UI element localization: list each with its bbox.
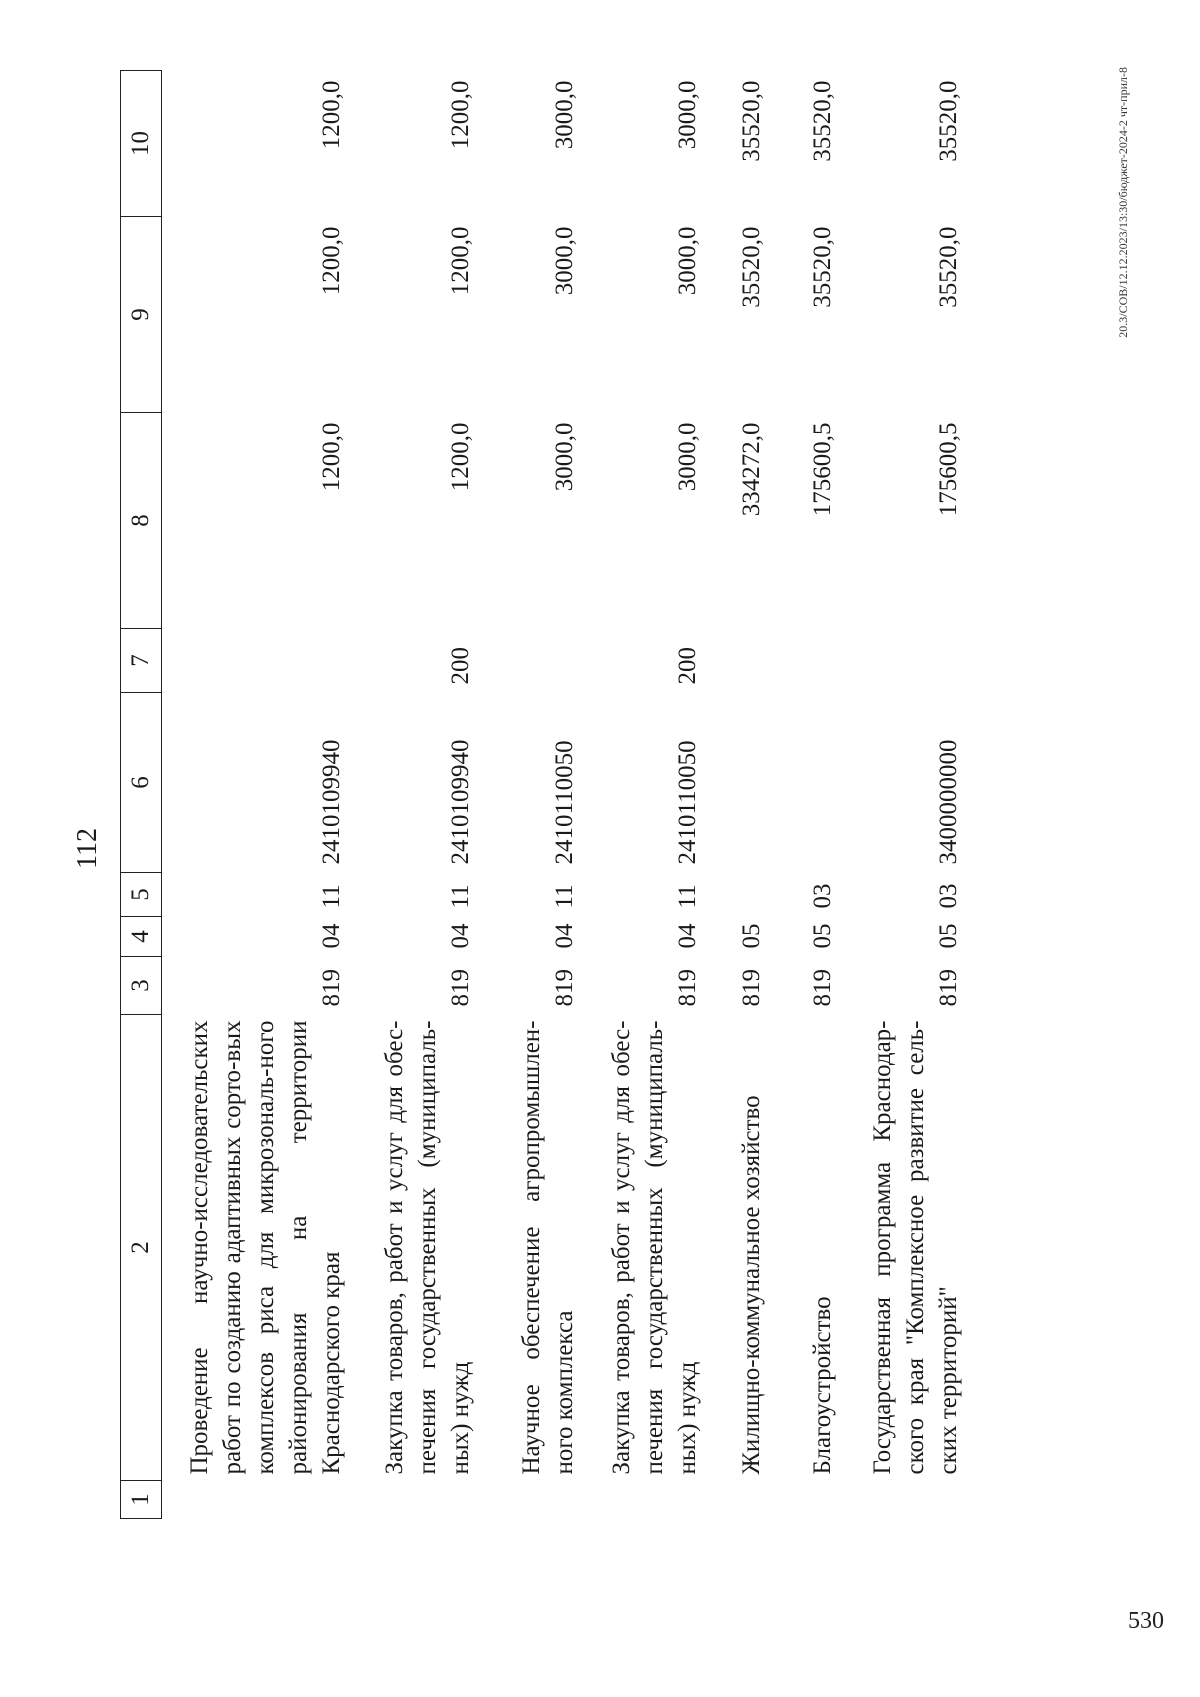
expense-type-cell <box>708 629 772 693</box>
amount-col9-cell: 35520,0 <box>934 226 962 308</box>
section-code-cell: 04 <box>446 923 474 949</box>
target-article-cell: 3400000000 <box>934 739 962 865</box>
subsection-code-cell: 03 <box>808 883 836 909</box>
amount-col10-cell: 35520,0 <box>934 80 962 162</box>
amount-col8-cell: 1200,0 <box>317 422 345 492</box>
amount-col10-cell: 3000,0 <box>550 80 578 150</box>
amount-col9-cell: 1200,0 <box>317 226 345 296</box>
item-name-cell: Проведение научно-исследовательских работ по созданию адаптивных сорто-вых комплексов риса для микрозональ-ного районирования на территории Краснодарского края <box>185 1020 345 1475</box>
amount-col9-cell: 35520,0 <box>737 226 765 308</box>
expense-type-cell <box>772 629 843 693</box>
section-code-cell: 04 <box>550 923 578 949</box>
item-name-cell: Закупка товаров, работ и услуг для обес-печения государственных (муниципаль-ных) нужд <box>380 1020 474 1475</box>
table-row <box>481 71 585 1519</box>
subsection-code-cell: 11 <box>550 884 578 909</box>
amount-col10-cell: 35520,0 <box>808 80 836 162</box>
section-code-cell: 05 <box>808 923 836 949</box>
target-article-cell: 2410110050 <box>673 740 701 865</box>
expense-type-cell <box>843 629 969 693</box>
expense-type-cell <box>162 629 352 693</box>
amount-col9-cell: 35520,0 <box>808 226 836 308</box>
department-code-cell: 819 <box>808 969 836 1007</box>
column-header-5: 5 <box>121 873 162 917</box>
table-header-row <box>121 71 162 1519</box>
expense-type-cell: 200 <box>673 647 701 685</box>
department-code-cell: 819 <box>934 969 962 1007</box>
amount-col8-cell: 334272,0 <box>737 422 765 517</box>
amount-col8-cell: 3000,0 <box>550 422 578 492</box>
amount-col10-cell: 1200,0 <box>446 80 474 150</box>
sheet-number: 530 <box>1128 1608 1164 1634</box>
department-code-cell: 819 <box>673 969 701 1007</box>
column-header-9: 9 <box>121 217 162 413</box>
amount-col9-cell: 3000,0 <box>673 226 701 296</box>
table-row <box>352 71 481 1519</box>
column-header-8: 8 <box>121 413 162 629</box>
row-number-cell <box>843 1481 969 1519</box>
column-header-1: 1 <box>121 1481 162 1519</box>
subsection-code-cell: 03 <box>934 883 962 909</box>
column-header-2: 2 <box>121 1015 162 1481</box>
target-article-cell: 2410109940 <box>446 739 474 865</box>
amount-col8-cell: 3000,0 <box>673 422 701 492</box>
amount-col8-cell: 175600,5 <box>808 422 836 517</box>
document-code: 20.3/СОВ/12.12.2023/13:30/бюджет-2024-2 чт-прил-8 <box>1116 67 1130 338</box>
amount-col9-cell: 1200,0 <box>446 226 474 296</box>
department-code-cell: 819 <box>446 969 474 1007</box>
table-row <box>585 71 708 1519</box>
row-number-cell <box>772 1481 843 1519</box>
section-code-cell: 04 <box>673 923 701 949</box>
section-code-cell: 04 <box>317 923 345 949</box>
expense-type-cell <box>481 629 585 693</box>
row-number-cell <box>481 1481 585 1519</box>
table-row <box>708 71 772 1519</box>
column-header-3: 3 <box>121 957 162 1015</box>
column-header-4: 4 <box>121 917 162 957</box>
item-name-cell: Благоустройство <box>808 1296 836 1475</box>
target-article-cell: 2410110050 <box>550 740 578 865</box>
amount-col8-cell: 1200,0 <box>446 422 474 492</box>
department-code-cell: 819 <box>317 969 345 1007</box>
budget-table <box>120 70 969 1519</box>
column-header-7: 7 <box>121 629 162 693</box>
subsection-code-cell <box>708 873 772 917</box>
row-number-cell <box>352 1481 481 1519</box>
subsection-code-cell: 11 <box>446 884 474 909</box>
table-row <box>772 71 843 1519</box>
subsection-code-cell: 11 <box>317 884 345 909</box>
row-number-cell <box>585 1481 708 1519</box>
item-name-cell: Жилищно-коммунальное хозяйство <box>737 1095 765 1475</box>
expense-type-cell: 200 <box>446 647 474 685</box>
amount-col9-cell: 3000,0 <box>550 226 578 296</box>
item-name-cell: Закупка товаров, работ и услуг для обес-печения государственных (муниципаль-ных) нужд <box>607 1020 701 1475</box>
table-row <box>162 71 352 1519</box>
department-code-cell: 819 <box>737 969 765 1007</box>
column-header-10: 10 <box>121 71 162 217</box>
page-number: 112 <box>72 828 103 869</box>
item-name-cell: Государственная программа Краснодар-ского края "Комплексное развитие сель-ских территорий" <box>868 1020 962 1475</box>
subsection-code-cell: 11 <box>673 884 701 909</box>
amount-col10-cell: 3000,0 <box>673 80 701 150</box>
section-code-cell: 05 <box>934 923 962 949</box>
row-number-cell <box>162 1481 352 1519</box>
section-code-cell: 05 <box>737 923 765 949</box>
target-article-cell <box>708 693 772 873</box>
amount-col10-cell: 35520,0 <box>737 80 765 162</box>
department-code-cell: 819 <box>550 969 578 1007</box>
table-row <box>843 71 969 1519</box>
amount-col10-cell: 1200,0 <box>317 80 345 150</box>
target-article-cell <box>772 693 843 873</box>
item-name-cell: Научное обеспечение агропромышлен-ного комплекса <box>517 1020 578 1475</box>
column-header-6: 6 <box>121 693 162 873</box>
row-number-cell <box>708 1481 772 1519</box>
target-article-cell: 2410109940 <box>317 739 345 865</box>
amount-col8-cell: 175600,5 <box>934 422 962 517</box>
